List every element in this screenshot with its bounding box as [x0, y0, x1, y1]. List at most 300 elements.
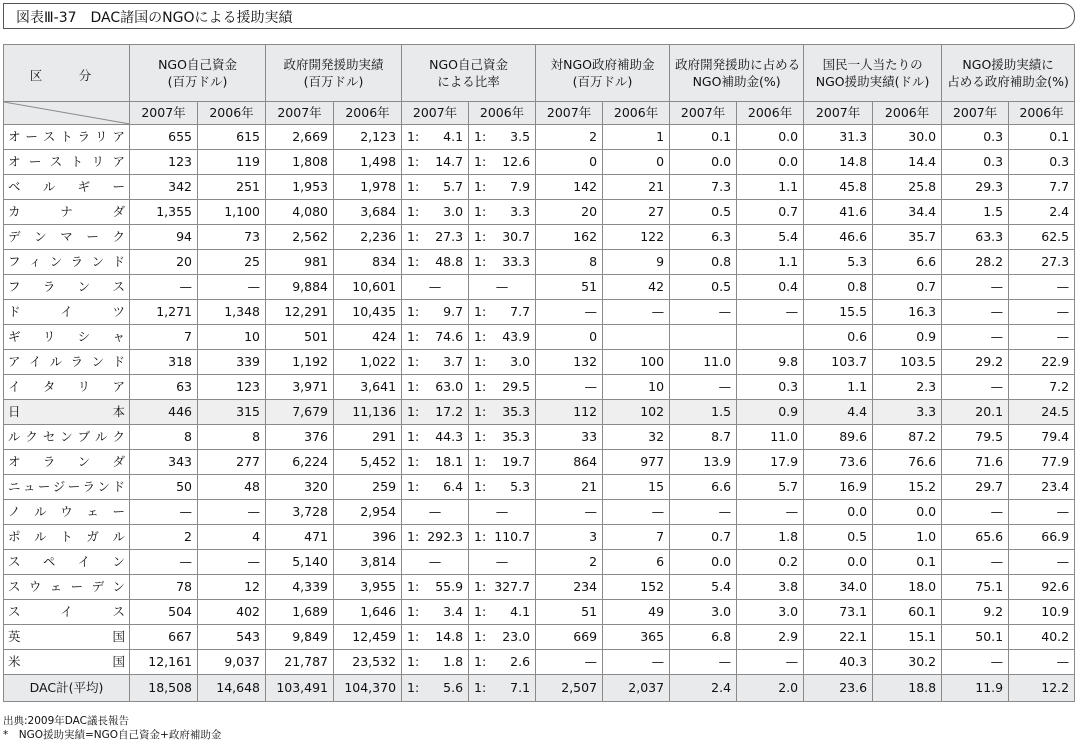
ratio-cell: 1: 9.7: [402, 300, 469, 325]
ratio-cell: 1: 14.8: [402, 625, 469, 650]
country-name: カ ナ ダ: [4, 200, 130, 225]
value-cell: 0.0: [670, 550, 737, 575]
ratio-cell: 1: 1.8: [402, 650, 469, 675]
ratio-cell: 1: 18.1: [402, 450, 469, 475]
value-cell: 89.6: [804, 425, 873, 450]
value-cell: 46.6: [804, 225, 873, 250]
country-name: ギ リ シ ャ: [4, 325, 130, 350]
value-cell: 1,271: [130, 300, 198, 325]
value-cell: 103,491: [266, 675, 334, 702]
value-cell: 8: [198, 425, 266, 450]
value-cell: 0.9: [873, 325, 942, 350]
ratio-cell: 1: 3.3: [469, 200, 536, 225]
group-header: NGO自己資金 による比率: [402, 45, 536, 102]
value-cell: 0.1: [1009, 125, 1075, 150]
value-cell: 2.4: [670, 675, 737, 702]
value-cell: 29.7: [942, 475, 1009, 500]
value-cell: 1.1: [737, 250, 804, 275]
value-cell: 0: [603, 150, 670, 175]
group-header: NGO援助実績に 占める政府補助金(%): [942, 45, 1075, 102]
value-cell: 0: [536, 325, 603, 350]
value-cell: 11,136: [334, 400, 402, 425]
value-cell: 7.3: [670, 175, 737, 200]
value-cell: 0.1: [873, 550, 942, 575]
value-cell: 103.7: [804, 350, 873, 375]
value-cell: —: [130, 550, 198, 575]
value-cell: 0.1: [670, 125, 737, 150]
value-cell: 446: [130, 400, 198, 425]
value-cell: 16.9: [804, 475, 873, 500]
value-cell: 2.3: [873, 375, 942, 400]
value-cell: —: [1009, 275, 1075, 300]
value-cell: 10: [198, 325, 266, 350]
ratio-cell: 1: 35.3: [469, 425, 536, 450]
value-cell: 11.9: [942, 675, 1009, 702]
value-cell: 0.3: [942, 125, 1009, 150]
value-cell: 17.9: [737, 450, 804, 475]
value-cell: 5,452: [334, 450, 402, 475]
value-cell: 123: [198, 375, 266, 400]
value-cell: 0.2: [737, 550, 804, 575]
value-cell: 365: [603, 625, 670, 650]
value-cell: [603, 325, 670, 350]
ratio-cell: —: [469, 500, 536, 525]
value-cell: 7: [603, 525, 670, 550]
value-cell: 2,236: [334, 225, 402, 250]
value-cell: —: [670, 375, 737, 400]
value-cell: 78: [130, 575, 198, 600]
value-cell: 0.6: [804, 325, 873, 350]
table-row: [4, 275, 1075, 300]
value-cell: 6.6: [670, 475, 737, 500]
value-cell: 251: [198, 175, 266, 200]
country-name: ス ペ イ ン: [4, 550, 130, 575]
value-cell: 6,224: [266, 450, 334, 475]
group-header: NGO自己資金 (百万ドル): [130, 45, 266, 102]
value-cell: 1: [603, 125, 670, 150]
value-cell: 424: [334, 325, 402, 350]
value-cell: 94: [130, 225, 198, 250]
value-cell: 13.9: [670, 450, 737, 475]
year-header: 2007年: [670, 102, 737, 125]
value-cell: —: [670, 300, 737, 325]
value-cell: 162: [536, 225, 603, 250]
ratio-cell: —: [402, 550, 469, 575]
value-cell: 132: [536, 350, 603, 375]
value-cell: 0.0: [670, 150, 737, 175]
value-cell: 3,684: [334, 200, 402, 225]
ratio-cell: 1: 327.7: [469, 575, 536, 600]
value-cell: 3.3: [873, 400, 942, 425]
value-cell: 50.1: [942, 625, 1009, 650]
year-header: 2006年: [603, 102, 670, 125]
value-cell: 5.3: [804, 250, 873, 275]
value-cell: 1,978: [334, 175, 402, 200]
header-year-row: [4, 102, 1075, 125]
value-cell: 2: [536, 125, 603, 150]
value-cell: 2.0: [737, 675, 804, 702]
value-cell: 12: [198, 575, 266, 600]
year-header: 2007年: [402, 102, 469, 125]
value-cell: 977: [603, 450, 670, 475]
ratio-cell: 1: 3.0: [402, 200, 469, 225]
value-cell: 35.7: [873, 225, 942, 250]
value-cell: 2,954: [334, 500, 402, 525]
value-cell: 49: [603, 600, 670, 625]
value-cell: 12,291: [266, 300, 334, 325]
value-cell: 4: [198, 525, 266, 550]
value-cell: 66.9: [1009, 525, 1075, 550]
table-row: [4, 175, 1075, 200]
value-cell: 30.0: [873, 125, 942, 150]
table-row: [4, 400, 1075, 425]
value-cell: 1,498: [334, 150, 402, 175]
value-cell: 5.4: [737, 225, 804, 250]
value-cell: —: [536, 300, 603, 325]
value-cell: 471: [266, 525, 334, 550]
value-cell: 2.4: [1009, 200, 1075, 225]
value-cell: —: [536, 375, 603, 400]
value-cell: 1.5: [670, 400, 737, 425]
value-cell: 2,037: [603, 675, 670, 702]
value-cell: —: [942, 650, 1009, 675]
value-cell: 15.5: [804, 300, 873, 325]
value-cell: 8: [130, 425, 198, 450]
value-cell: 87.2: [873, 425, 942, 450]
value-cell: 12,459: [334, 625, 402, 650]
value-cell: 27: [603, 200, 670, 225]
country-name: DAC計(平均): [4, 675, 130, 702]
value-cell: —: [198, 275, 266, 300]
value-cell: 1.5: [942, 200, 1009, 225]
value-cell: 343: [130, 450, 198, 475]
value-cell: 41.6: [804, 200, 873, 225]
country-name: ス イ ス: [4, 600, 130, 625]
value-cell: 1.0: [873, 525, 942, 550]
value-cell: 40.2: [1009, 625, 1075, 650]
group-header: 国民一人当たりの NGO援助実績(ドル): [804, 45, 942, 102]
value-cell: 2,507: [536, 675, 603, 702]
ratio-cell: 1: 44.3: [402, 425, 469, 450]
value-cell: 7: [130, 325, 198, 350]
value-cell: 7.7: [1009, 175, 1075, 200]
value-cell: 103.5: [873, 350, 942, 375]
country-name: オ ラ ン ダ: [4, 450, 130, 475]
ratio-cell: 1: 19.7: [469, 450, 536, 475]
value-cell: —: [1009, 500, 1075, 525]
value-cell: 4.4: [804, 400, 873, 425]
value-cell: —: [198, 500, 266, 525]
value-cell: —: [536, 650, 603, 675]
value-cell: 51: [536, 275, 603, 300]
table-row: [4, 350, 1075, 375]
value-cell: 15.1: [873, 625, 942, 650]
value-cell: 20: [130, 250, 198, 275]
value-cell: —: [737, 300, 804, 325]
ratio-cell: 1: 33.3: [469, 250, 536, 275]
country-name: ル ク セ ン ブ ル ク: [4, 425, 130, 450]
ratio-cell: 1: 292.3: [402, 525, 469, 550]
value-cell: —: [942, 550, 1009, 575]
group-header: 政府開発援助実績 (百万ドル): [266, 45, 402, 102]
ratio-cell: 1: 5.6: [402, 675, 469, 702]
country-name: ア イ ル ラ ン ド: [4, 350, 130, 375]
country-name: ポ ル ト ガ ル: [4, 525, 130, 550]
table-row: [4, 625, 1075, 650]
table-row: [4, 250, 1075, 275]
value-cell: 15: [603, 475, 670, 500]
value-cell: 28.2: [942, 250, 1009, 275]
value-cell: 834: [334, 250, 402, 275]
group-header: 対NGO政府補助金 (百万ドル): [536, 45, 670, 102]
ratio-cell: 1: 17.2: [402, 400, 469, 425]
group-header: 政府開発援助に占める NGO補助金(%): [670, 45, 804, 102]
total-row: [4, 675, 1075, 702]
value-cell: 0.5: [670, 200, 737, 225]
table-row: [4, 450, 1075, 475]
value-cell: 16.3: [873, 300, 942, 325]
value-cell: —: [942, 300, 1009, 325]
value-cell: 29.3: [942, 175, 1009, 200]
value-cell: 0.7: [670, 525, 737, 550]
value-cell: 2,562: [266, 225, 334, 250]
value-cell: 0.0: [737, 125, 804, 150]
value-cell: 1,808: [266, 150, 334, 175]
value-cell: 9,849: [266, 625, 334, 650]
value-cell: 33: [536, 425, 603, 450]
value-cell: 4,339: [266, 575, 334, 600]
ngo-aid-table: [3, 44, 1075, 702]
value-cell: 14.4: [873, 150, 942, 175]
ratio-cell: 1: 110.7: [469, 525, 536, 550]
value-cell: 0.3: [737, 375, 804, 400]
table-row: [4, 425, 1075, 450]
value-cell: —: [1009, 300, 1075, 325]
value-cell: 65.6: [942, 525, 1009, 550]
value-cell: 21,787: [266, 650, 334, 675]
country-name: 日 本: [4, 400, 130, 425]
ratio-cell: 1: 35.3: [469, 400, 536, 425]
ratio-cell: —: [402, 500, 469, 525]
value-cell: 0.8: [670, 250, 737, 275]
value-cell: 315: [198, 400, 266, 425]
table-row: [4, 650, 1075, 675]
value-cell: 9.2: [942, 600, 1009, 625]
value-cell: —: [1009, 550, 1075, 575]
value-cell: 34.4: [873, 200, 942, 225]
value-cell: 0.3: [942, 150, 1009, 175]
value-cell: —: [670, 500, 737, 525]
ratio-cell: 1: 23.0: [469, 625, 536, 650]
value-cell: —: [130, 500, 198, 525]
value-cell: 25: [198, 250, 266, 275]
value-cell: 259: [334, 475, 402, 500]
value-cell: 1.1: [804, 375, 873, 400]
value-cell: 21: [603, 175, 670, 200]
value-cell: 25.8: [873, 175, 942, 200]
year-header: 2006年: [873, 102, 942, 125]
value-cell: 0.7: [737, 200, 804, 225]
value-cell: 320: [266, 475, 334, 500]
value-cell: 9,884: [266, 275, 334, 300]
value-cell: 504: [130, 600, 198, 625]
value-cell: —: [536, 500, 603, 525]
ratio-cell: 1: 3.0: [469, 350, 536, 375]
value-cell: 24.5: [1009, 400, 1075, 425]
value-cell: 40.3: [804, 650, 873, 675]
value-cell: 119: [198, 150, 266, 175]
value-cell: [737, 325, 804, 350]
value-cell: 14.8: [804, 150, 873, 175]
ratio-cell: 1: 3.4: [402, 600, 469, 625]
ratio-cell: 1: 7.9: [469, 175, 536, 200]
value-cell: 2: [536, 550, 603, 575]
table-row: [4, 200, 1075, 225]
value-cell: 3,641: [334, 375, 402, 400]
value-cell: 342: [130, 175, 198, 200]
title-bar: [3, 3, 1075, 29]
value-cell: 1,689: [266, 600, 334, 625]
value-cell: [670, 325, 737, 350]
value-cell: 23.6: [804, 675, 873, 702]
value-cell: 18.8: [873, 675, 942, 702]
ratio-cell: 1: 63.0: [402, 375, 469, 400]
value-cell: 6.8: [670, 625, 737, 650]
value-cell: 75.1: [942, 575, 1009, 600]
value-cell: 73: [198, 225, 266, 250]
value-cell: 7,679: [266, 400, 334, 425]
value-cell: —: [603, 300, 670, 325]
value-cell: 2: [130, 525, 198, 550]
ratio-cell: 1: 7.1: [469, 675, 536, 702]
value-cell: 29.2: [942, 350, 1009, 375]
value-cell: 1.8: [737, 525, 804, 550]
ratio-cell: 1: 4.1: [402, 125, 469, 150]
value-cell: —: [670, 650, 737, 675]
value-cell: 9.8: [737, 350, 804, 375]
value-cell: —: [603, 500, 670, 525]
value-cell: —: [942, 375, 1009, 400]
value-cell: 122: [603, 225, 670, 250]
value-cell: 45.8: [804, 175, 873, 200]
value-cell: 102: [603, 400, 670, 425]
ratio-cell: —: [469, 275, 536, 300]
country-name: ノ ル ウ ェ ー: [4, 500, 130, 525]
value-cell: —: [130, 275, 198, 300]
value-cell: 291: [334, 425, 402, 450]
value-cell: 31.3: [804, 125, 873, 150]
source-note: 出典:2009年DAC議長報告: [3, 715, 129, 727]
country-name: オ ー ス ト リ ア: [4, 150, 130, 175]
value-cell: 32: [603, 425, 670, 450]
value-cell: 501: [266, 325, 334, 350]
value-cell: 0.5: [804, 525, 873, 550]
table-row: [4, 375, 1075, 400]
value-cell: 5.4: [670, 575, 737, 600]
year-header: 2006年: [198, 102, 266, 125]
value-cell: 615: [198, 125, 266, 150]
ratio-cell: 1: 12.6: [469, 150, 536, 175]
value-cell: 3,814: [334, 550, 402, 575]
ratio-cell: 1: 14.7: [402, 150, 469, 175]
value-cell: 21: [536, 475, 603, 500]
definition-note: * NGO援助実績=NGO自己資金+政府補助金: [3, 729, 222, 741]
year-header: 2006年: [737, 102, 804, 125]
value-cell: 60.1: [873, 600, 942, 625]
country-name: ス ウ ェ ー デ ン: [4, 575, 130, 600]
year-header: 2006年: [1009, 102, 1075, 125]
value-cell: 15.2: [873, 475, 942, 500]
value-cell: 142: [536, 175, 603, 200]
value-cell: 376: [266, 425, 334, 450]
country-name: 英 国: [4, 625, 130, 650]
value-cell: 1.1: [737, 175, 804, 200]
value-cell: 3,955: [334, 575, 402, 600]
ratio-cell: —: [402, 275, 469, 300]
country-name: 米 国: [4, 650, 130, 675]
year-header: 2006年: [469, 102, 536, 125]
value-cell: 11.0: [737, 425, 804, 450]
value-cell: 79.4: [1009, 425, 1075, 450]
value-cell: 0.0: [873, 500, 942, 525]
ratio-cell: 1: 55.9: [402, 575, 469, 600]
value-cell: —: [737, 500, 804, 525]
value-cell: 6: [603, 550, 670, 575]
ratio-cell: —: [469, 550, 536, 575]
value-cell: 396: [334, 525, 402, 550]
ratio-cell: 1: 4.1: [469, 600, 536, 625]
value-cell: —: [942, 500, 1009, 525]
year-header: 2007年: [266, 102, 334, 125]
value-cell: 18.0: [873, 575, 942, 600]
value-cell: 0: [536, 150, 603, 175]
table-row: [4, 225, 1075, 250]
value-cell: 1,953: [266, 175, 334, 200]
table-row: [4, 150, 1075, 175]
value-cell: 79.5: [942, 425, 1009, 450]
value-cell: —: [1009, 650, 1075, 675]
value-cell: 1,646: [334, 600, 402, 625]
ratio-cell: 1: 3.7: [402, 350, 469, 375]
ratio-cell: 1: 5.7: [402, 175, 469, 200]
value-cell: 18,508: [130, 675, 198, 702]
value-cell: 3.8: [737, 575, 804, 600]
value-cell: 0.0: [804, 550, 873, 575]
value-cell: 3.0: [670, 600, 737, 625]
ratio-cell: 1: 27.3: [402, 225, 469, 250]
value-cell: 4,080: [266, 200, 334, 225]
value-cell: 51: [536, 600, 603, 625]
ratio-cell: 1: 74.6: [402, 325, 469, 350]
value-cell: 543: [198, 625, 266, 650]
ratio-cell: 1: 7.7: [469, 300, 536, 325]
header-group-row: [4, 45, 1075, 102]
value-cell: 30.2: [873, 650, 942, 675]
value-cell: 0.9: [737, 400, 804, 425]
value-cell: 0.3: [1009, 150, 1075, 175]
value-cell: 318: [130, 350, 198, 375]
value-cell: 10,601: [334, 275, 402, 300]
value-cell: 5,140: [266, 550, 334, 575]
country-name: ニ ュ ー ジ ー ラ ン ド: [4, 475, 130, 500]
value-cell: 14,648: [198, 675, 266, 702]
value-cell: 0.7: [873, 275, 942, 300]
value-cell: 864: [536, 450, 603, 475]
corner-cell: [4, 102, 130, 125]
year-header: 2006年: [334, 102, 402, 125]
value-cell: 92.6: [1009, 575, 1075, 600]
value-cell: —: [198, 550, 266, 575]
